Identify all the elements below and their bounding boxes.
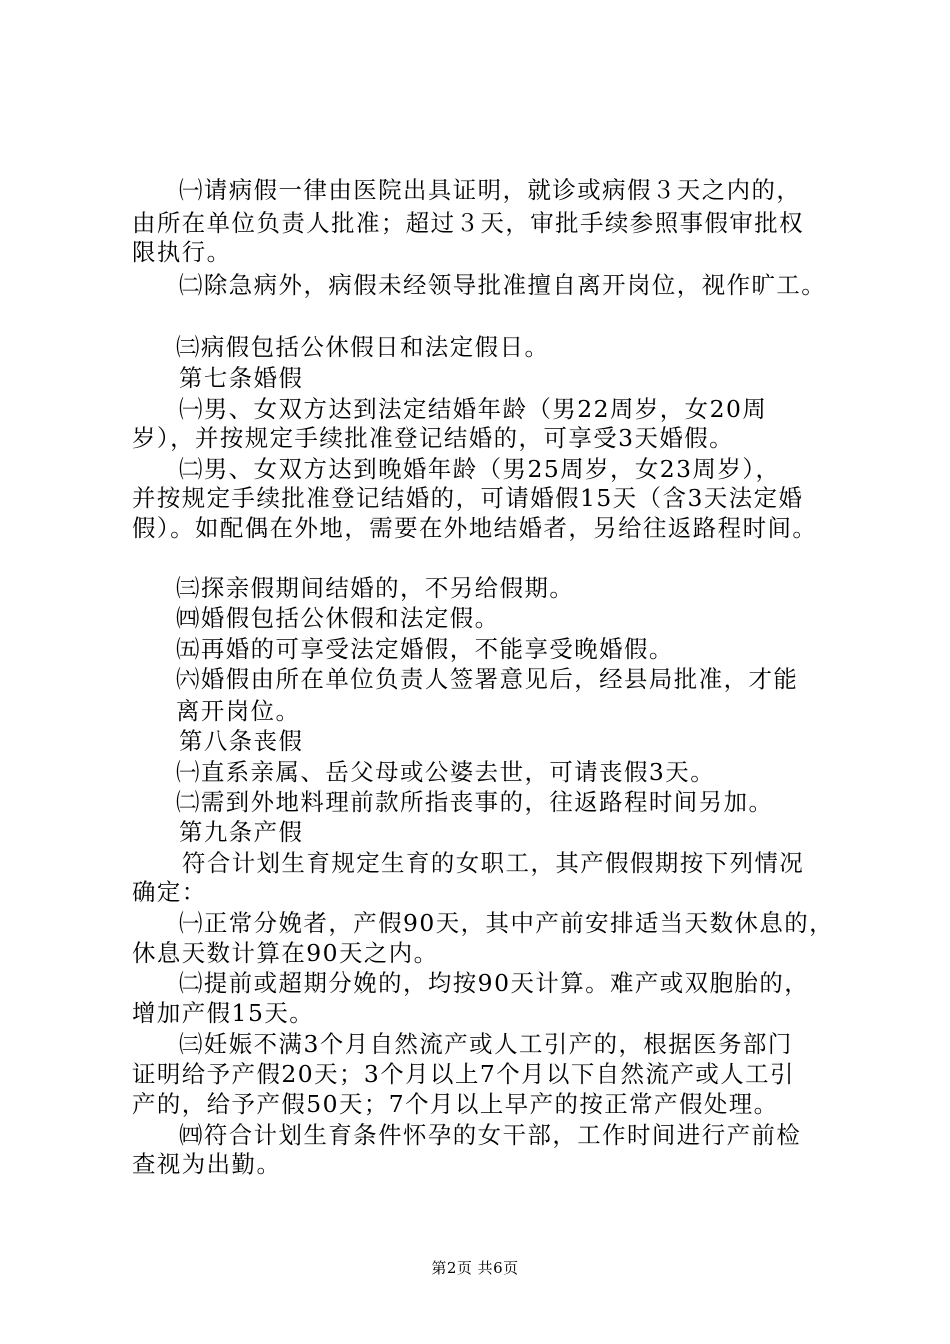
paragraph-line: 并按规定手续批准登记结婚的，可请婚假15天（含3天法定婚 (132, 484, 804, 512)
paragraph-line: 增加产假15天。 (132, 999, 315, 1027)
paragraph-line: 休息天数计算在90天之内。 (132, 939, 439, 967)
paragraph-line: ㈥婚假由所在单位负责人签署意见后，经县局批准，才能 (176, 665, 799, 693)
paragraph-line: 确定： (132, 878, 207, 906)
paragraph-line: ㈣符合计划生育条件怀孕的女干部，工作时间进行产前检 (179, 1121, 802, 1149)
paragraph-line: ㈠男、女双方达到法定结婚年龄（男22周岁，女20周 (179, 395, 768, 423)
section-heading: 第七条婚假 (179, 364, 304, 392)
paragraph-line: 产的，给予产假50天；7个月以上早产的按正常产假处理。 (132, 1090, 779, 1118)
paragraph-line: ㈣婚假包括公休假和法定假。 (176, 604, 500, 632)
paragraph-line: ㈢妊娠不满3个月自然流产或人工引产的，根据医务部门 (179, 1030, 793, 1058)
page-footer: 第2页 共6页 (431, 1259, 519, 1277)
paragraph-line: 符合计划生育规定生育的女职工，其产假假期按下列情况 (182, 849, 805, 877)
section-heading: 第八条丧假 (179, 727, 304, 755)
paragraph-line: 限执行。 (132, 238, 232, 266)
paragraph-line: ㈡需到外地料理前款所指丧事的，往返路程时间另加。 (176, 788, 774, 816)
paragraph-line: ㈢病假包括公休假日和法定假日。 (176, 333, 550, 361)
paragraph-line: ㈠正常分娩者，产假90天，其中产前安排适当天数休息的， (179, 909, 835, 937)
paragraph-line: ㈠请病假一律由医院出具证明，就诊或病假３天之内的， (179, 176, 802, 204)
paragraph-line: ㈢探亲假期间结婚的，不另给假期。 (176, 574, 575, 602)
paragraph-line: ㈡提前或超期分娩的，均按90天计算。难产或双胞胎的， (179, 969, 810, 997)
paragraph-line: ㈠直系亲属、岳父母或公婆去世，可请丧假3天。 (176, 758, 716, 786)
paragraph-line: 假）。如配偶在外地，需要在外地结婚者，另给往返路程时间。 (132, 514, 818, 542)
paragraph-line: 查视为出勤。 (132, 1150, 282, 1178)
paragraph-line: ㈡男、女双方达到晚婚年龄（男25周岁，女23周岁）， (179, 455, 781, 483)
paragraph-line: ㈤再婚的可享受法定婚假，不能享受晚婚假。 (176, 635, 674, 663)
paragraph-line: 离开岗位。 (176, 697, 301, 725)
section-heading: 第九条产假 (179, 818, 304, 846)
paragraph-line: 证明给予产假20天；3个月以上7个月以下自然流产或人工引 (132, 1060, 795, 1088)
paragraph-line: ㈡除急病外，病假未经领导批准擅自离开岗位，视作旷工。 (179, 271, 827, 299)
paragraph-line: 由所在单位负责人批准；超过３天，审批手续参照事假审批权 (132, 209, 805, 237)
paragraph-line: 岁），并按规定手续批准登记结婚的，可享受3天婚假。 (132, 424, 735, 452)
